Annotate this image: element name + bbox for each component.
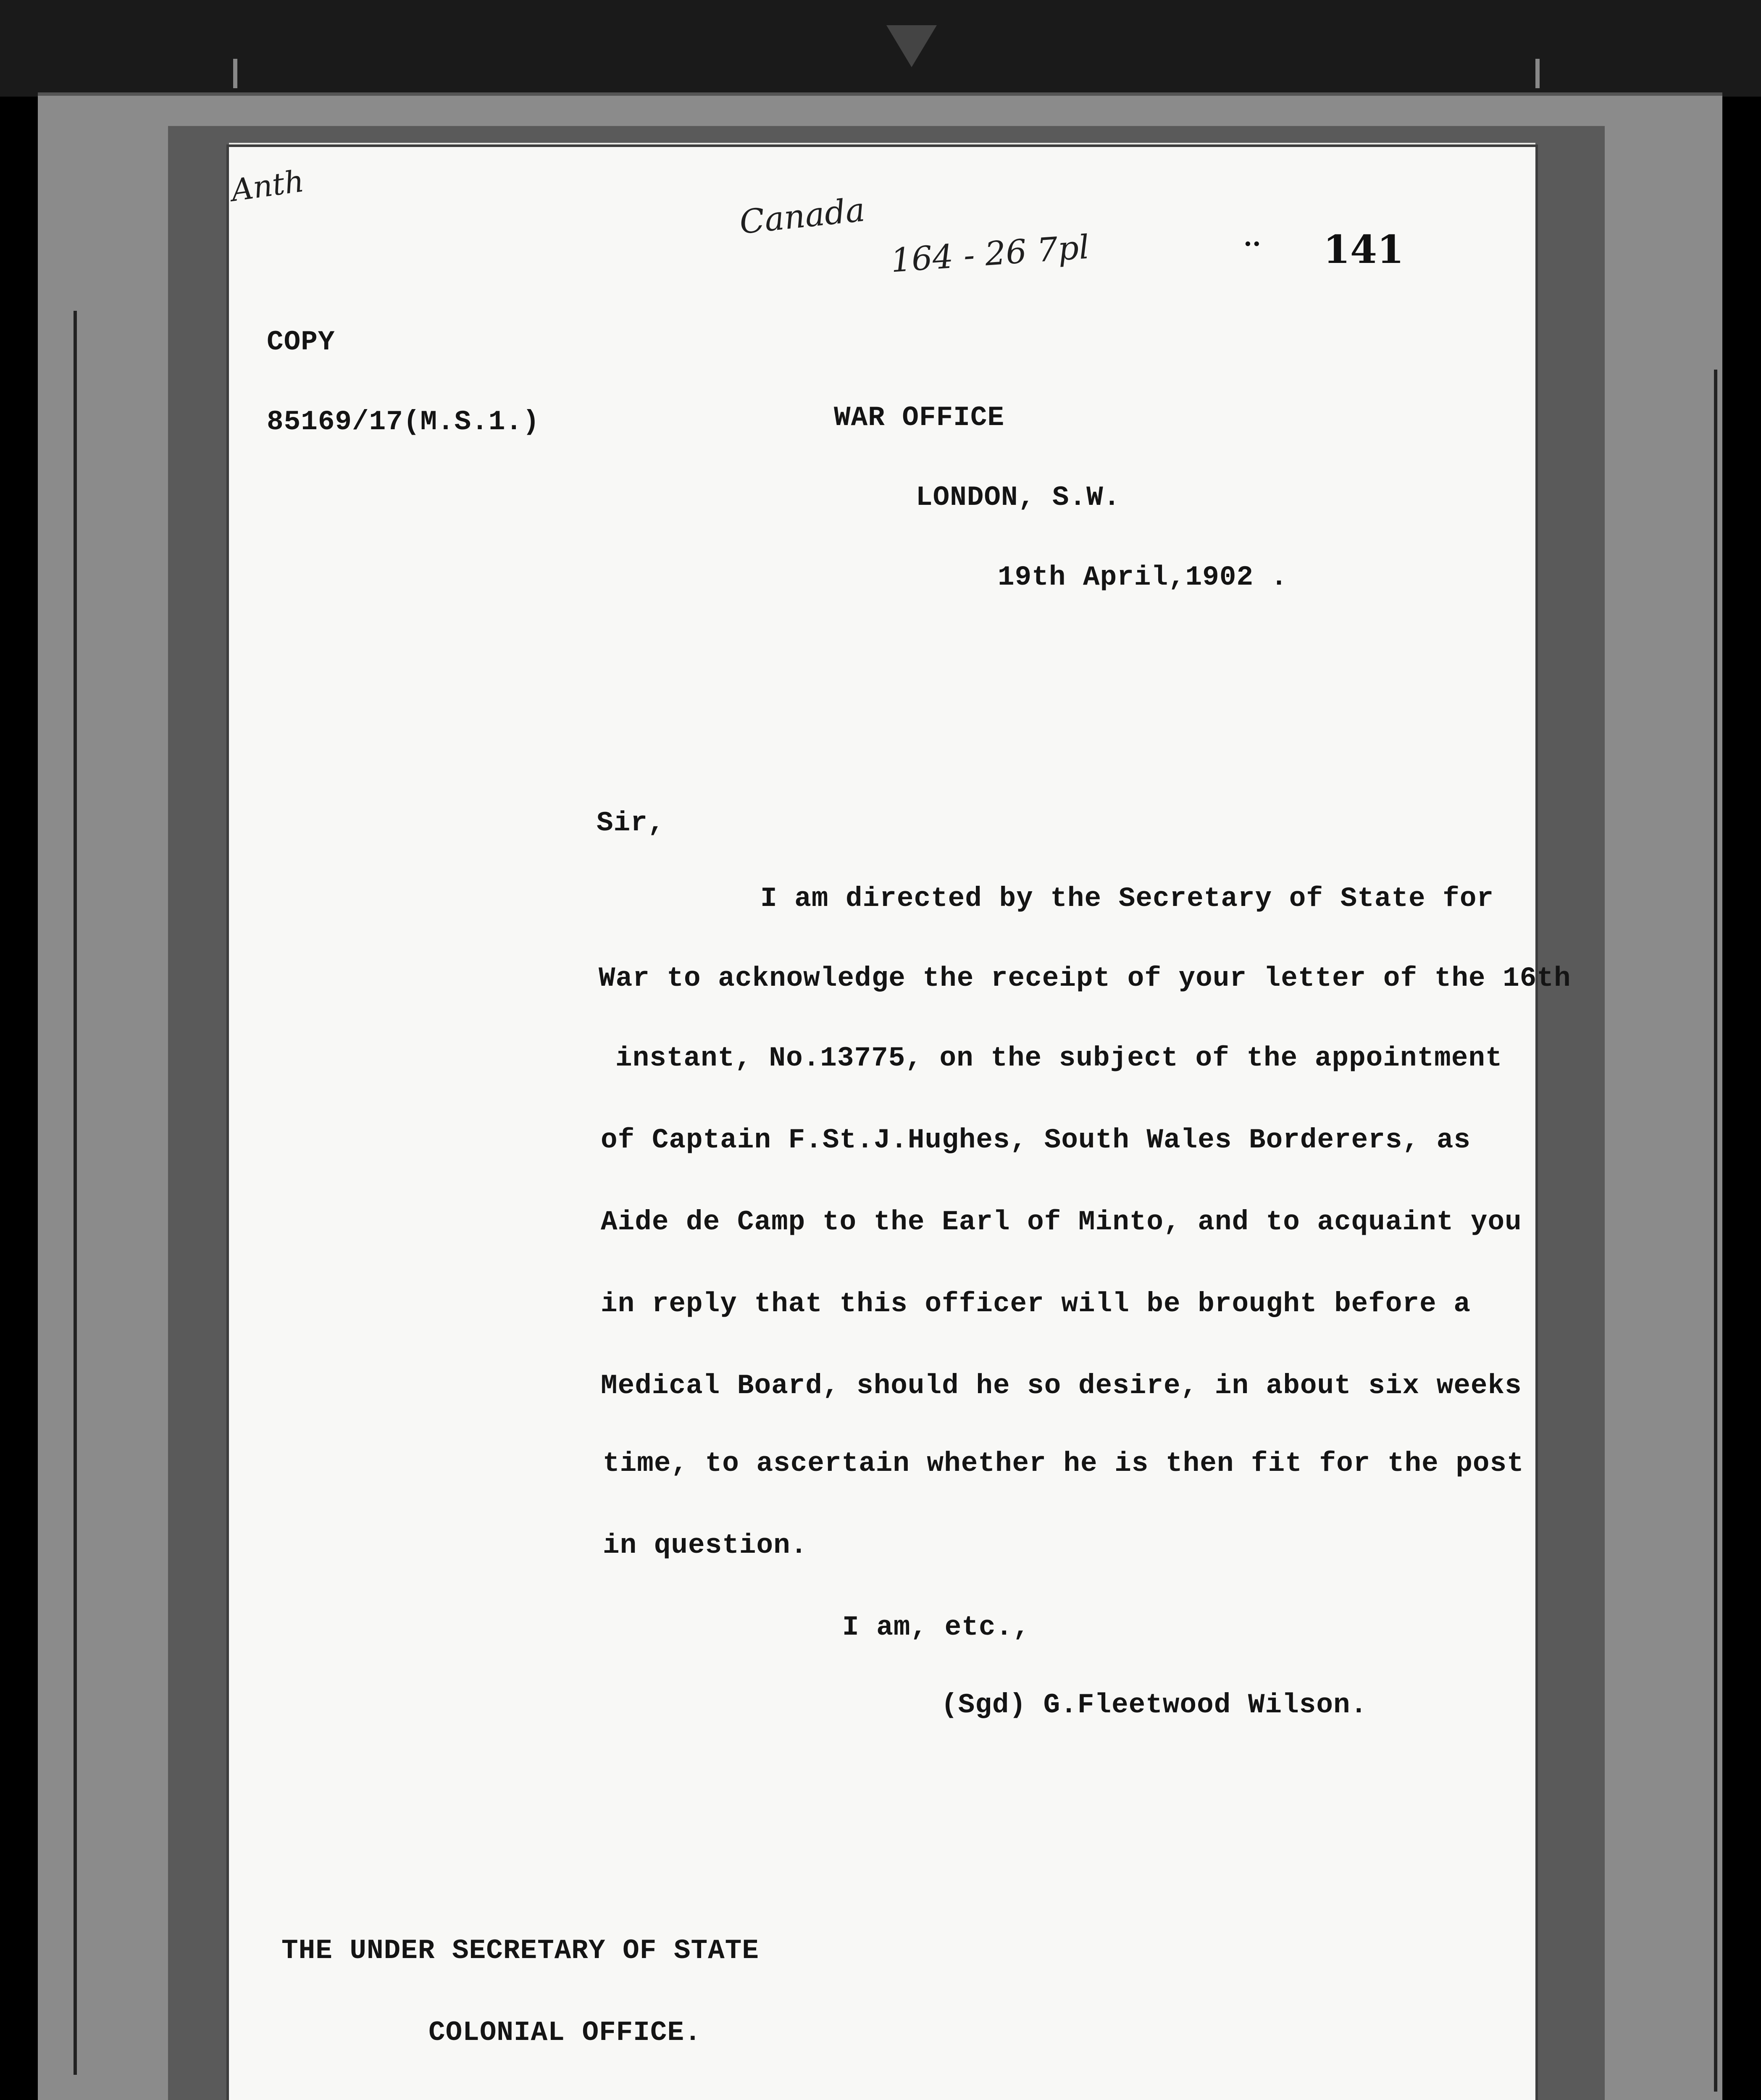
corner-handwritten-note: Anth [229,163,306,208]
body-line: instant, No.13775, on the subject of the appointment [615,1042,1503,1074]
film-border-line [38,92,1722,96]
folio-dots: .. [1243,223,1261,252]
body-line: I am directed by the Secretary of State for [760,883,1494,914]
letter-date: 19th April,1902 . [998,562,1288,593]
body-line: War to acknowledge the receipt of your letter of the 16th [599,963,1571,994]
body-line: of Captain F.St.J.Hughes, South Wales Borderers, as [601,1124,1471,1156]
body-line: in question. [603,1530,808,1561]
body-line: in reply that this officer will be brought before a [601,1288,1471,1320]
microfilm-top-band [0,0,1761,97]
addressee-line-1: THE UNDER SECRETARY OF STATE [281,1935,759,1966]
body-line: Aide de Camp to the Earl of Minto, and to acquaint you [601,1206,1522,1238]
film-tick-left [233,59,237,88]
mount-edge-left [74,311,77,2075]
body-line: time, to ascertain whether he is then fit for the post [603,1448,1524,1479]
mount-edge-right [1714,370,1717,2092]
film-notch-marker [886,25,937,67]
file-reference: 85169/17(M.S.1.) [267,406,540,438]
sender-office: WAR OFFICE [834,402,1005,433]
film-tick-right [1535,59,1540,88]
closing: I am, etc., [842,1612,1030,1643]
body-line: Medical Board, should he so desire, in about six weeks [601,1370,1522,1402]
folio-number: 141 [1323,227,1404,272]
sender-city: LONDON, S.W. [916,482,1121,513]
handwritten-reference-note: 164 - 26 7pl [889,228,1091,280]
addressee-line-2: COLONIAL OFFICE. [428,2017,702,2048]
salutation: Sir, [597,807,665,839]
copy-label: COPY [267,326,335,358]
handwritten-country-note: Canada [738,191,867,242]
signature: (Sgd) G.Fleetwood Wilson. [941,1689,1368,1721]
